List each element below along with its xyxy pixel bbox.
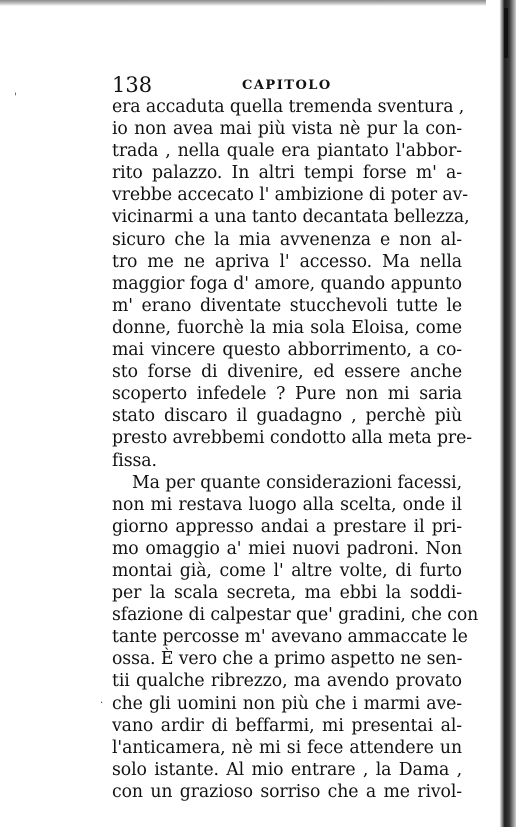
- text-line: mai vincere questo abborrimento, a co-: [112, 340, 462, 361]
- text-line: sfazione di calpestar que' gradini, che con: [112, 605, 479, 626]
- paragraph-start-line: Ma per quante considerazioni facessi,: [132, 472, 462, 493]
- text-line: per la scala secreta, ma ebbi la soddi-: [112, 583, 462, 604]
- page-binding-edge: [486, 0, 516, 827]
- text-line: con un grazioso sorriso che a me rivol-: [112, 781, 462, 802]
- text-line: trada , nella quale era piantato l'abbor-: [112, 141, 462, 162]
- text-line: l'anticamera, nè mi si fece attendere un: [112, 737, 462, 758]
- text-line: era accaduta quella tremenda sventura ,: [112, 97, 465, 117]
- text-line: ossa. È vero che a primo aspetto ne sen-: [112, 649, 463, 670]
- paragraph-end-line: fissa.: [112, 450, 157, 471]
- body-text: [112, 96, 479, 803]
- text-line: donne, fuorchè la mia sola Eloisa, come: [112, 317, 462, 338]
- text-line: montai già, come l' altre volte, di furto: [112, 560, 462, 581]
- text-line: vicinarmi a una tanto decantata bellezza,: [112, 207, 470, 228]
- page-number: 138: [112, 73, 153, 97]
- margin-speck: ': [14, 92, 17, 103]
- text-line: vrebbe accecato l' ambizione di poter av-: [112, 185, 469, 206]
- text-line: tro me ne apriva l' accesso. Ma nella: [112, 251, 462, 272]
- text-line: maggior foga d' amore, quando appunto: [112, 273, 462, 294]
- binding-mark: [504, 8, 508, 58]
- text-line: tii qualche ribrezzo, ma avendo provato: [112, 671, 462, 692]
- text-line: vano ardir di beffarmi, mi presentai al-: [112, 715, 462, 736]
- text-line: non mi restava luogo alla scelta, onde il: [112, 494, 462, 515]
- page-top-edge: [0, 0, 516, 6]
- text-line: rito palazzo. In altri tempi forse m' a-: [112, 163, 462, 184]
- running-head: CAPITOLO: [242, 78, 332, 93]
- page-header: [112, 74, 462, 96]
- text-line: m' erano diventate stucchevoli tutte le: [112, 295, 462, 316]
- text-line: solo istante. Al mio entrare , la Dama ,: [112, 759, 462, 780]
- text-line: sto forse di divenire, ed essere anche: [112, 362, 462, 383]
- text-line: sicuro che la mia avvenenza e non al-: [112, 229, 462, 250]
- text-line: tante percosse m' avevano ammaccate le: [112, 627, 468, 648]
- text-line: io non avea mai più vista nè pur la con-: [112, 119, 462, 140]
- text-line: presto avrebbemi condotto alla meta pre-: [112, 428, 472, 449]
- text-line: che gli uomini non più che i marmi ave-: [112, 693, 462, 714]
- margin-speck: ·: [100, 698, 104, 709]
- text-line: scoperto infedele ? Pure non mi saria: [112, 384, 462, 405]
- text-line: mo omaggio a' miei nuovi padroni. Non: [112, 538, 462, 559]
- text-line: stato discaro il guadagno , perchè più: [112, 406, 462, 427]
- text-line: giorno appresso andai a prestare il pri-: [112, 516, 462, 537]
